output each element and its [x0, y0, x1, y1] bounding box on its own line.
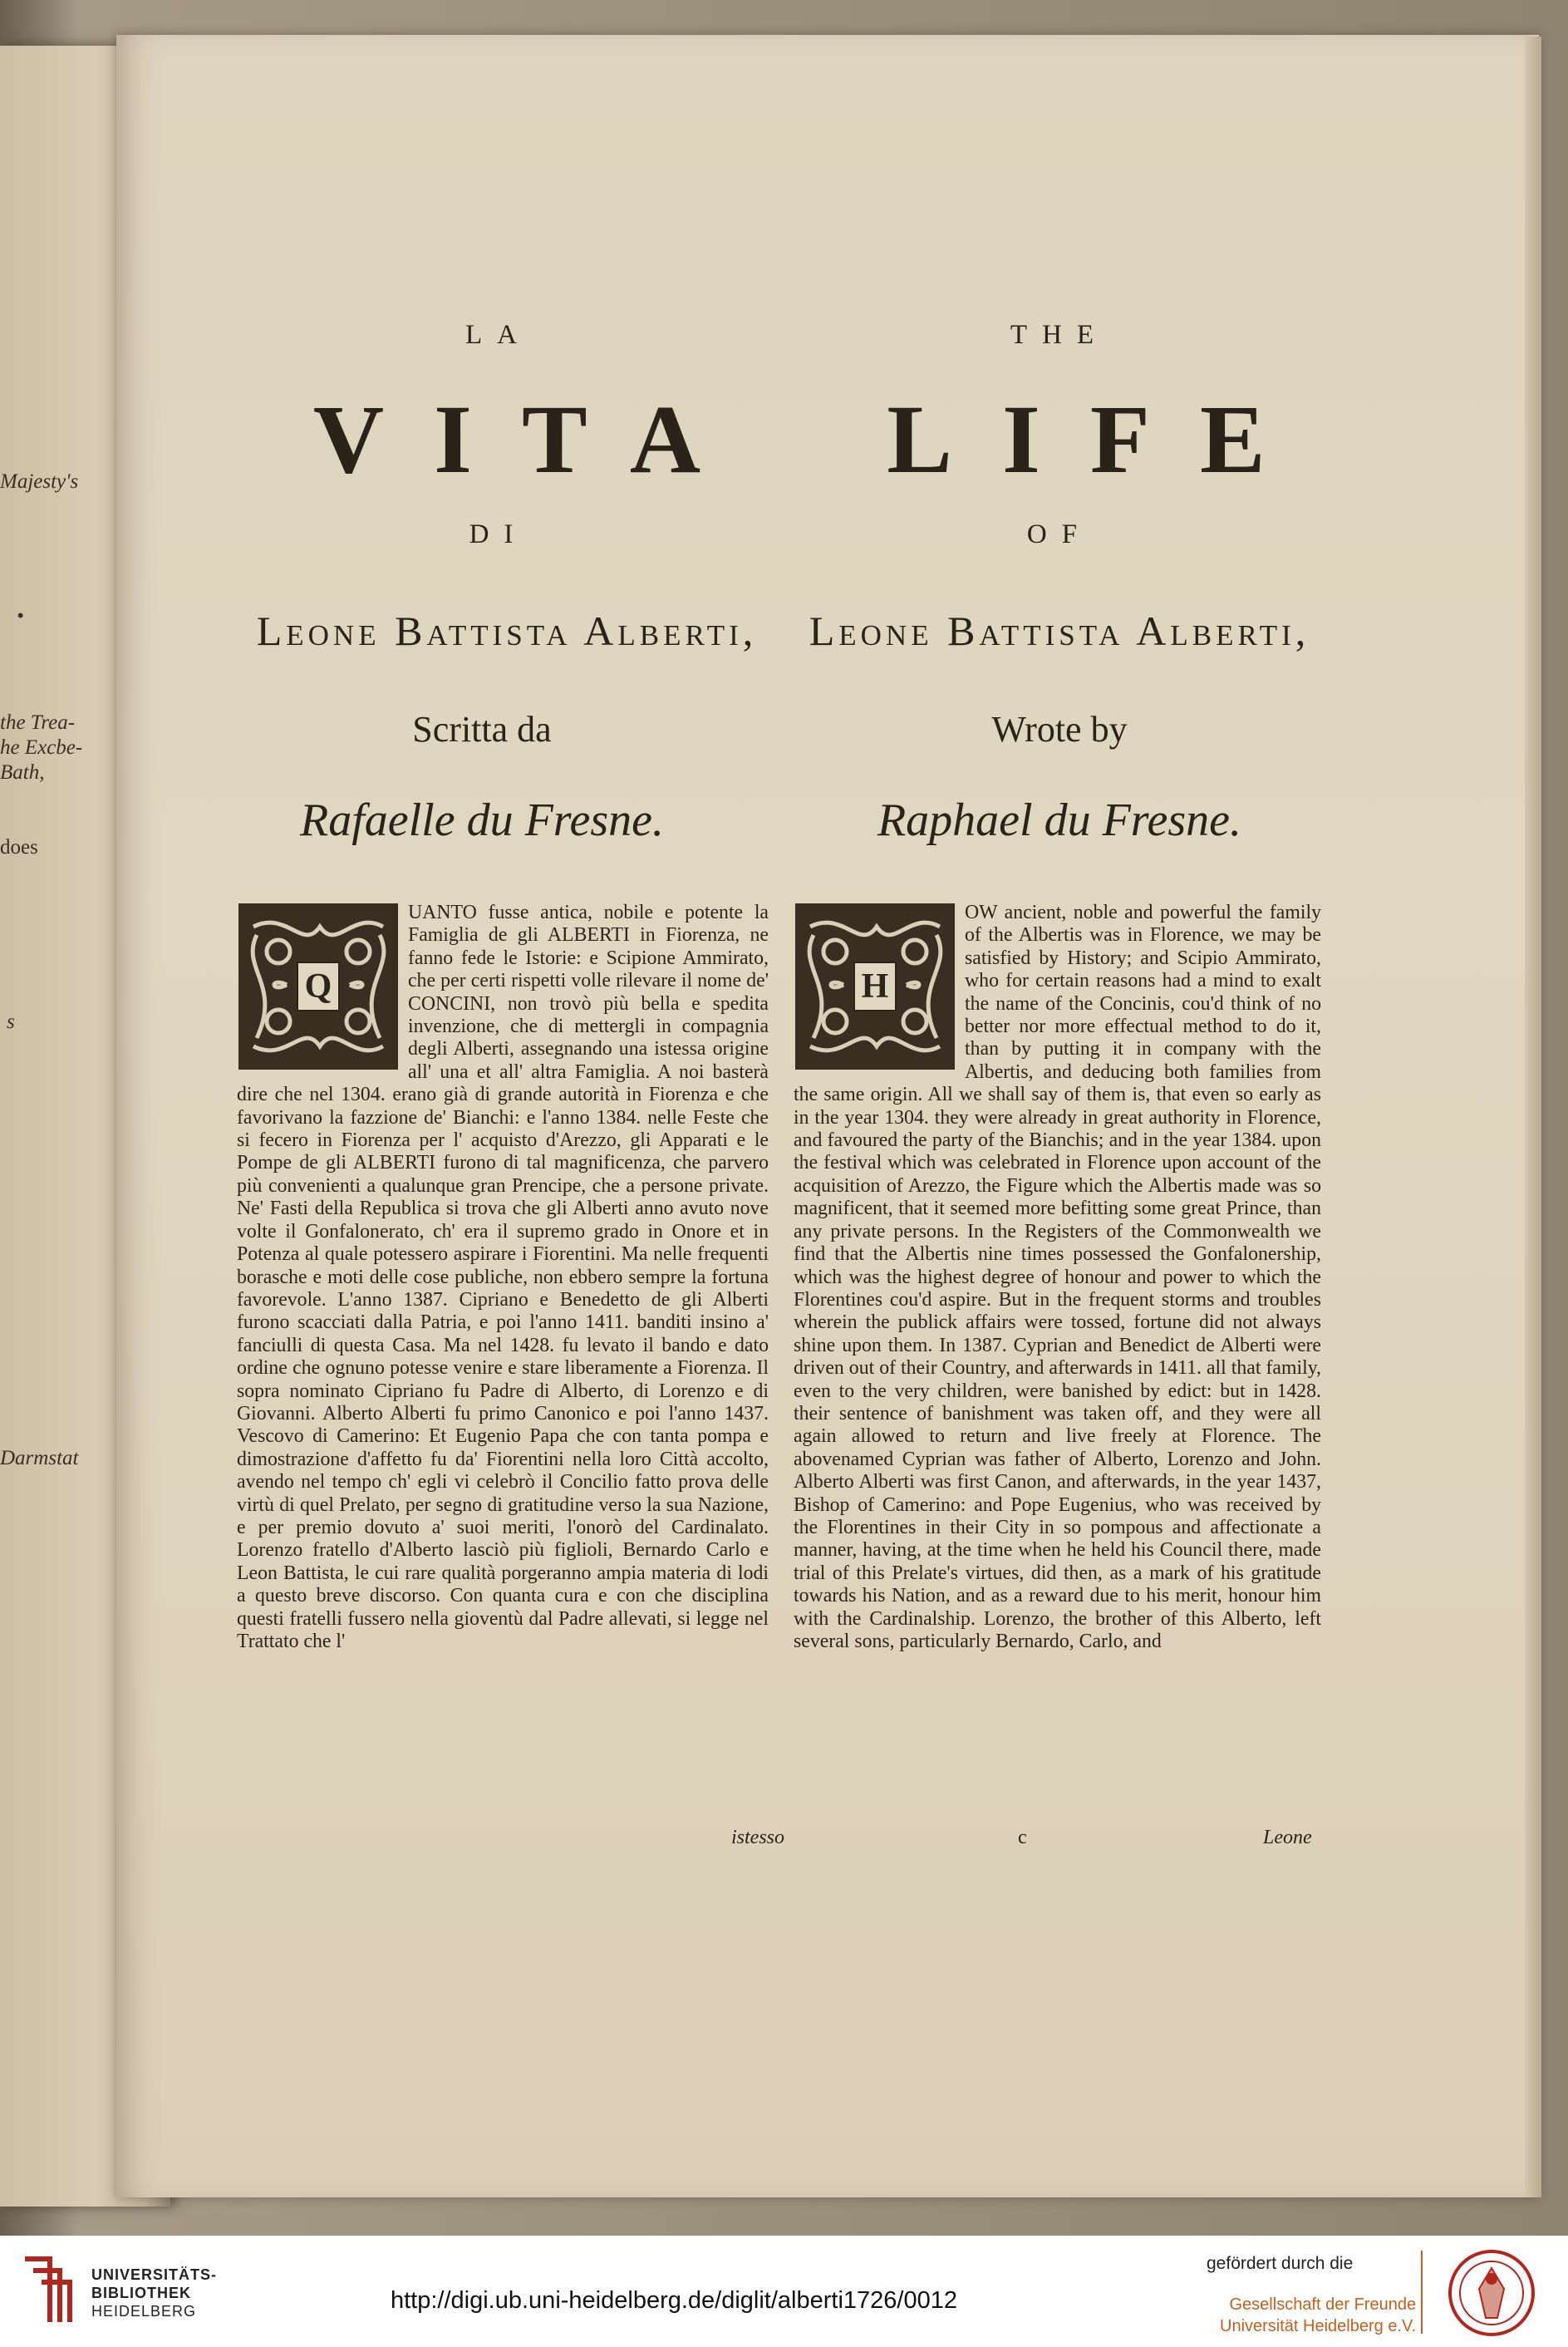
library-name-line: BIBLIOTHEK	[91, 2285, 191, 2301]
subtitle-wrote-by: Wrote by	[991, 709, 1128, 750]
footer-bar	[0, 2236, 1568, 2347]
left-fragment: Majesty's	[0, 470, 79, 493]
label-the: THE	[1010, 320, 1109, 350]
permalink-url[interactable]: http://digi.ub.uni-heidelberg.de/diglit/alberti1726/0012	[391, 2287, 957, 2314]
left-fragment: he Excbe-	[0, 736, 83, 759]
title-vita: VITA	[312, 385, 751, 494]
author-name: Raphael du Fresne.	[877, 795, 1242, 846]
left-fragment: Darmstat	[0, 1447, 79, 1469]
signature-mark: c	[1018, 1827, 1027, 1848]
name-leone-battista-alberti: Leone Battista Alberti,	[256, 608, 758, 654]
left-fragment: the Trea-	[0, 711, 76, 734]
library-logo-icon[interactable]	[18, 2251, 76, 2330]
english-body-text	[794, 902, 1321, 1653]
library-name-line: HEIDELBERG	[91, 2303, 197, 2320]
society-name[interactable]	[1220, 2294, 1416, 2337]
label-of: OF	[1026, 519, 1093, 549]
page-edge	[1525, 37, 1541, 2197]
library-name	[91, 2266, 217, 2320]
catchword: istesso	[731, 1827, 785, 1848]
university-seal-icon	[1446, 2247, 1537, 2339]
footer-divider	[1421, 2251, 1423, 2334]
title-life: LIFE	[887, 385, 1315, 494]
author-name: Rafaelle du Fresne.	[299, 795, 665, 846]
initial-letter: Q	[297, 962, 340, 1011]
subtitle-scritta-da: Scritta da	[412, 709, 552, 750]
label-di: DI	[469, 519, 528, 549]
italian-paragraph: UANTO fusse antica, nobile e potente la Famiglia de gli ALBERTI in Fiorenza, ne fanno fede le Istorie: e Scipione Ammirato, che per certi rispetti volle rilevare il nome de' CONCINI, non trovò più bella e spedita invenzione, che di mettergli in compagnia degli Alberti, assegnando una istessa origine all' una et all' altra Famiglia. A noi basterà dire che nel 1304. erano già di grande autorità in Fiorenza e che favorivano la fazzione de' Bianchi: e l'anno 1384. nelle Feste che si fecero in Fiorenza per l' acquisto d'Arezzo, gli Apparati e le Pompe de gli ALBERTI furono di tal magnificenza, che parvero più convenienti a qualunque gran Prencipe, che a persone private. Ne' Fasti della Republica si trova che gli Alberti anno avuto nove volte il Gonfalonerato, ch' era il supremo grado in Onore et in Potenza al quale potessero aspirare i Fiorentini. Ma nelle frequenti borasche e moti delle cose publiche, non ebbero sempre la fortuna favorevole. L'anno 1387. Cipriano e Benedetto de gli Alberti furono scacciati dalla Patria, e poi l'anno 1411. banditi insino a' fanciulli di questa Casa. Ma nel 1428. fu levato il bando e dato ordine che ognuno potesse venire e stare liberamente a Fiorenza. Il sopra nominato Cipriano fu Padre di Alberto, di Lorenzo e di Giovanni. Alberto Alberti fu primo Canonico e poi l'anno 1437. Vescovo di Camerino: Et Eugenio Papa che con tanta pompa e dimostrazione d'affetto fu da' Fiorentini nella loro Città accolto, avendo nel tempo ch' egli vi celebrò il Concilio fatto prova delle virtù di quel Prelato, per segno di gratitudine verso la sua Nazione, e per premio dovuto a' suoi meriti, l'onorò del Cardinalato. Lorenzo fratello d'Alberto lasciò più figlioli, Bernardo Carlo e Leon Battista, le cui rare qualità porgeranno ampia materia di lodi a questo breve discorso. Con quanta cura e con che disciplina questi fratelli fussero nella gioventù dal Padre allevati, si legge nel Trattato che l'	[237, 902, 769, 1652]
ornamental-initial	[237, 902, 400, 1071]
english-paragraph: OW ancient, noble and powerful the family of the Albertis was in Florence, we may be satisfied by History; and Scipio Ammirato, who for certain reasons had a mind to exalt the name of the Concinis, cou'd think of no better nor more effectual method to do it, than by putting it in company with the Albertis, and deducing both families from the same origin. All we shall say of them is, that even so early as in the year 1304. they were already in great authority in Florence, and favoured the party of the Bianchis; and in the year 1384. upon the festival which was celebrated in Florence upon account of the acquisition of Arezzo, the Figure which the Albertis made was so magnificent, that it seemed more befitting some great Prince, than any private persons. In the Registers of the Commonwealth we find that the Albertis nine times possessed the Gonfalonership, which was the highest degree of honour and power to which the Florentines cou'd aspire. But in the frequent storms and troubles wherein the publick affairs were tossed, fortune did not always shine upon them. In 1387. Cyprian and Benedict de Alberti were driven out of their Country, and afterwards in 1411. all that family, even to the very children, were banished by edict: but in 1428. their sentence of banishment was taken off, and they were all again allowed to return and live freely at Florence. The abovenamed Cyprian was father of Alberto, Lorenzo and John. Alberto Alberti was first Canon, and afterwards, in the year 1437, Bishop of Camerino: and Pope Eugenius, who was received by the Florentines in their City in so pompous and affectionate a manner, having, at the time when he held his Council there, made trial of this Prelate's virtues, did then, as a mark of his gratitude towards his Nation, and as a reward due to his merit, honour him with the Cardinalship. Lorenzo, the brother of this Alberto, left several sons, particularly Bernardo, Carlo, and	[794, 902, 1321, 1652]
initial-letter: H	[853, 962, 897, 1011]
society-name-line: Universität Heidelberg e.V.	[1220, 2317, 1417, 2335]
italian-body-text	[237, 902, 769, 1653]
left-fragment: Bath,	[0, 761, 45, 784]
left-fragment: does	[0, 836, 38, 859]
ornamental-initial	[794, 902, 956, 1071]
label-la: LA	[465, 320, 532, 350]
funded-by-label: gefördert durch die	[1207, 2254, 1354, 2273]
name-leone-battista-alberti: Leone Battista Alberti,	[809, 608, 1310, 654]
left-fragment: s	[7, 1011, 15, 1033]
left-fragment: •	[17, 605, 24, 627]
catchword: Leone	[1263, 1827, 1312, 1848]
library-name-line: UNIVERSITÄTS-	[91, 2266, 218, 2283]
society-name-line: Gesellschaft der Freunde	[1229, 2295, 1417, 2314]
